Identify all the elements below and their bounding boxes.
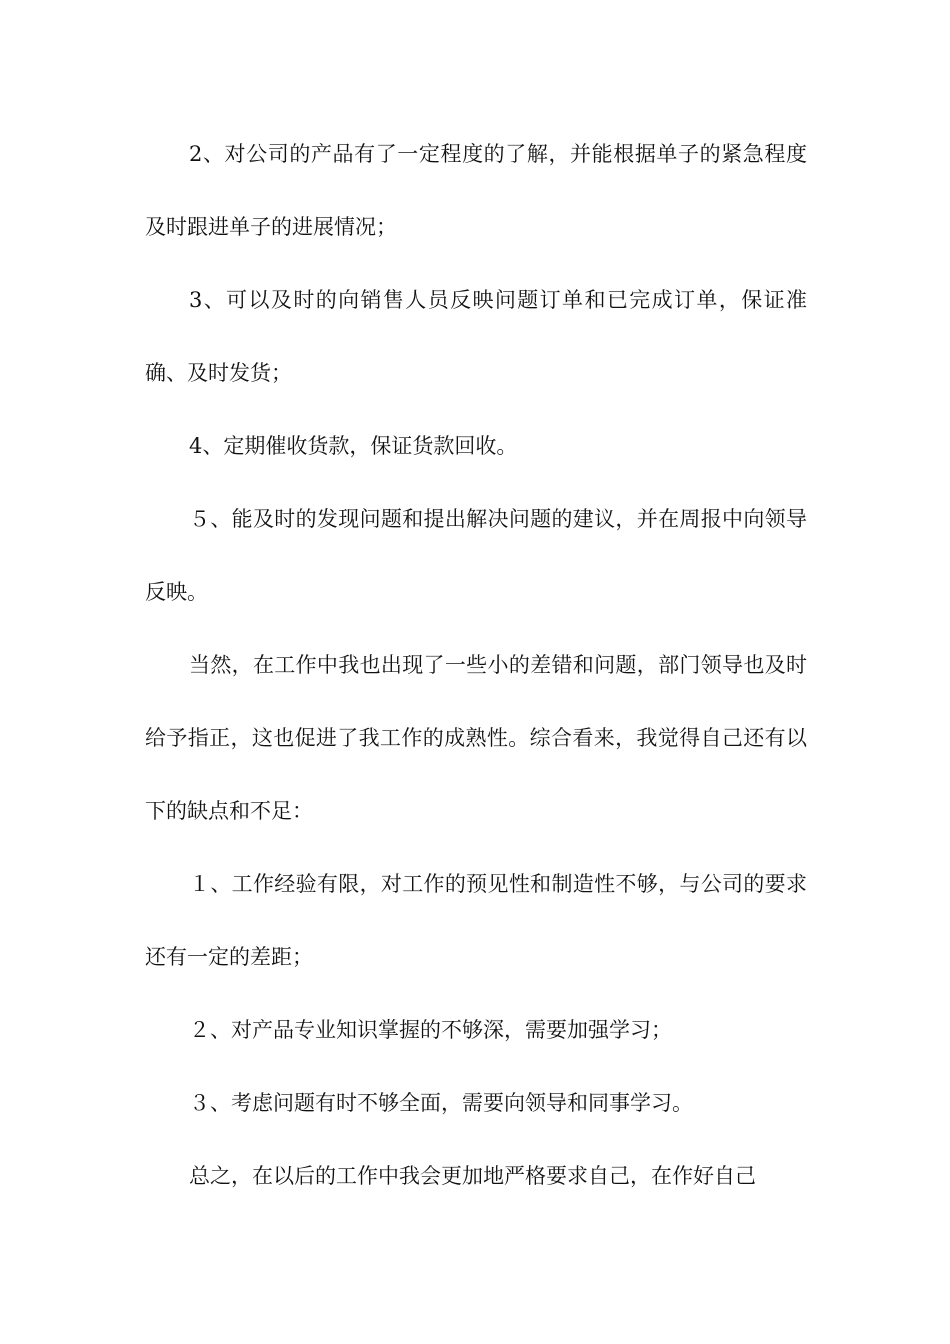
paragraph-shortcoming-2: ２、对产品专业知识掌握的不够深，需要加强学习； (189, 1018, 672, 1042)
paragraph-item-4: 4、定期催收货款，保证货款回收。 (189, 434, 518, 458)
paragraph-conclusion: 总之，在以后的工作中我会更加地严格要求自己，在作好自己 (189, 1164, 756, 1188)
paragraph-item-2: 2、对公司的产品有了一定程度的了解，并能根据单子的紧急程度及时跟进单子的进展情况； (145, 142, 807, 239)
paragraph-shortcoming-1: １、工作经验有限，对工作的预见性和制造性不够，与公司的要求还有一定的差距； (145, 872, 807, 969)
paragraph-self-assessment: 当然，在工作中我也出现了一些小的差错和问题，部门领导也及时给予指正，这也促进了我工作的成熟性。综合看来，我觉得自己还有以下的缺点和不足： (145, 653, 807, 823)
paragraph-shortcoming-3: ３、考虑问题有时不够全面，需要向领导和同事学习。 (189, 1091, 693, 1115)
paragraph-item-3: 3、可以及时的向销售人员反映问题订单和已完成订单，保证准确、及时发货； (145, 288, 807, 385)
paragraph-item-5: ５、能及时的发现问题和提出解决问题的建议，并在周报中向领导反映。 (145, 507, 807, 604)
